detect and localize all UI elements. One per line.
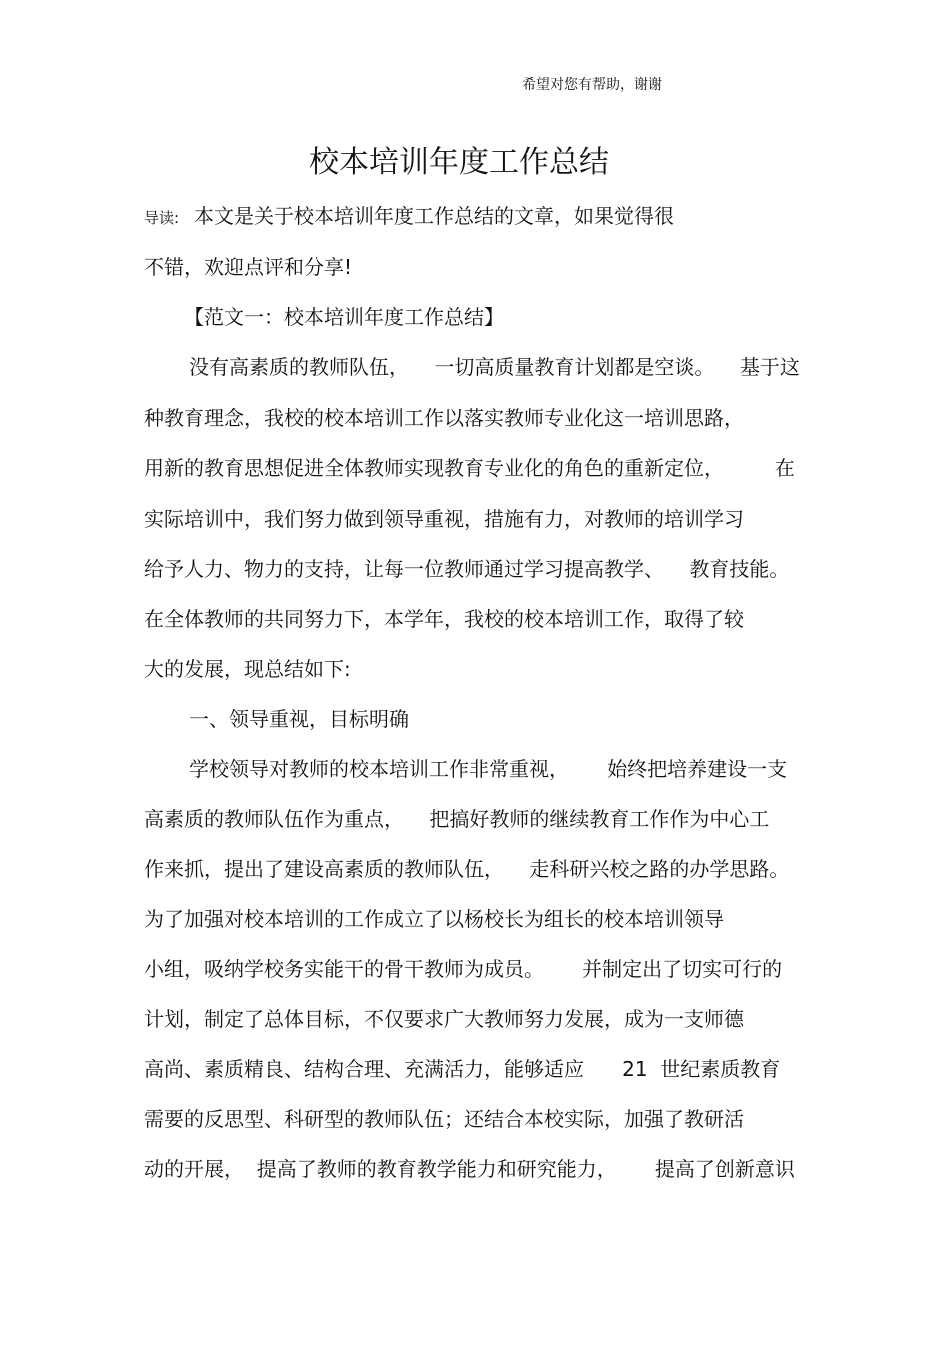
paragraph-line: 大的发展，现总结如下: [144,657,351,681]
paragraph-line: 种教育理念，我校的校本培训工作以落实教师专业化这一培训思路， [144,406,744,430]
paragraph-line: 高素质的教师队伍作为重点， 把搞好教师的继续教育工作作为中心工 [144,807,770,831]
paragraph-line: 计划，制定了总体目标，不仅要求广大教师努力发展，成为一支师德 [144,1007,744,1031]
paragraph-line: 用新的教育思想促进全体教师实现教育专业化的角色的重新定位， 在 [144,456,795,480]
paragraph-line: 在全体教师的共同努力下，本学年，我校的校本培训工作，取得了较 [144,607,744,631]
paragraph-line: 小组，吸纳学校务实能干的骨干教师为成员。 并制定出了切实可行的 [144,957,783,981]
paragraph-line: 没有高素质的教师队伍， 一切高质量教育计划都是空谈。 基于这 [189,355,800,379]
intro-line-1: 本文是关于校本培训年度工作总结的文章，如果觉得很 [194,204,674,228]
paragraph-line: 给予人力、物力的支持，让每一位教师通过学习提高教学、 教育技能。 [144,557,790,581]
intro-label: 导读: [144,209,180,227]
paragraph-line: 动的开展， 提高了教师的教育教学能力和研究能力， 提高了创新意识 [144,1157,795,1181]
paragraph-line: 需要的反思型、科研型的教师队伍；还结合本校实际，加强了教研活 [144,1107,744,1131]
subheading: 一、领导重视，目标明确 [189,707,409,731]
paragraph-line: 作来抓，提出了建设高素质的教师队伍， 走科研兴校之路的办学思路。 [144,857,790,881]
paragraph-line: 学校领导对教师的校本培训工作非常重视， 始终把培养建设一支 [189,757,788,781]
header-note: 希望对您有帮助，谢谢 [522,77,662,93]
intro-line-2: 不错，欢迎点评和分享! [144,255,353,279]
paragraph-line: 为了加强对校本培训的工作成立了以杨校长为组长的校本培训领导 [144,907,724,931]
document-title: 校本培训年度工作总结 [309,145,609,180]
paragraph-line: 高尚、素质精良、结构合理、充满活力，能够适应 21 世纪素质教育 [144,1057,781,1081]
section-heading: 【范文一：校本培训年度工作总结】 [184,305,504,329]
paragraph-line: 实际培训中，我们努力做到领导重视，措施有力，对教师的培训学习 [144,507,744,531]
